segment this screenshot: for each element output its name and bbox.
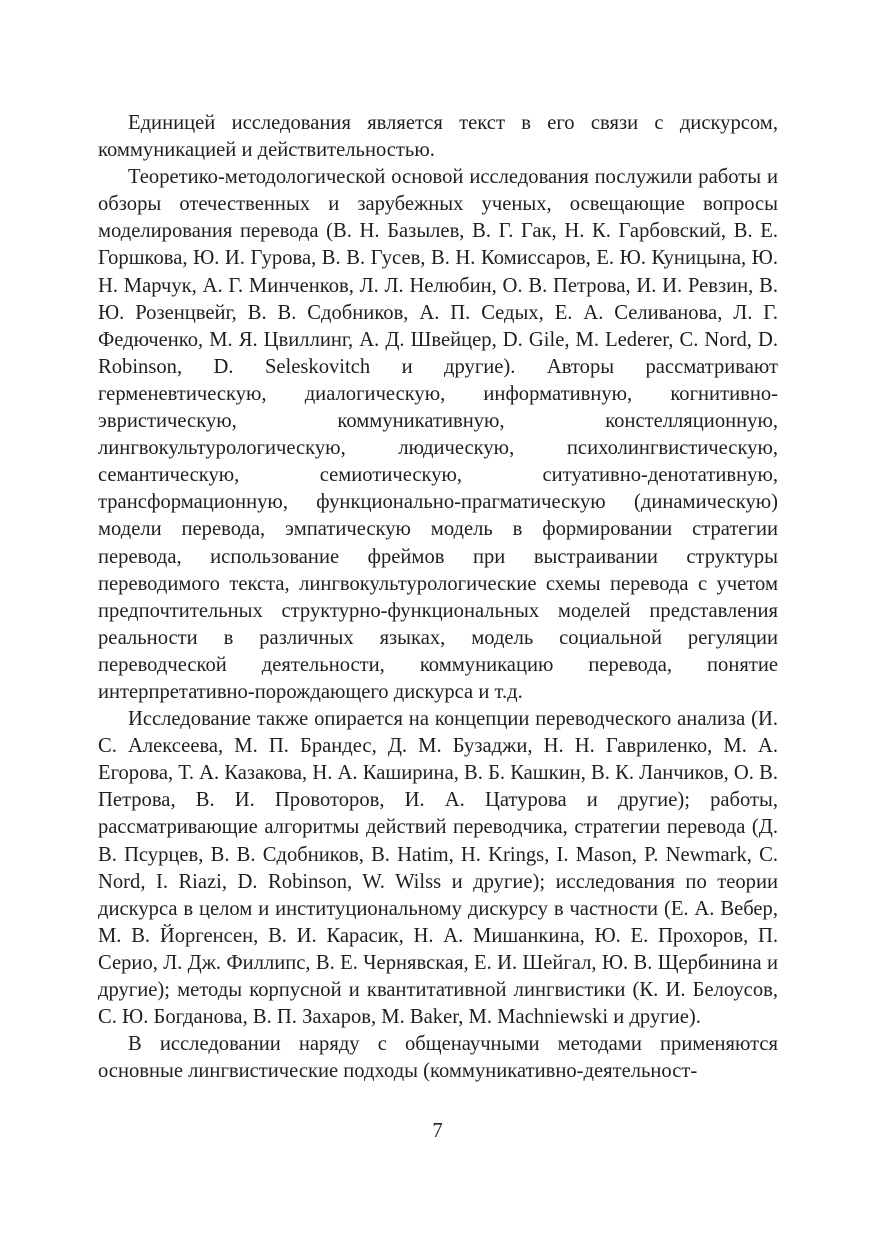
paragraph-translation-analysis: Исследование также опирается на концепции переводческого анализа (И. С. Алексеева, М. П. Брандес, Д. М. Бузаджи, Н. Н. Гавриленко, М. А. Егорова, Т. А. Казакова, Н. А. Каширина, В. Б. Кашкин, В. К. Ланчиков, О. В. Петрова, В. И. Провоторов, И. А. Цатурова и другие); работы, рассматривающие алгоритмы действий переводчика, стратегии перевода (Д. В. Псурцев, В. В. Сдобников, B. Hatim, H. Krings, I. Mason, P. Newmark, C. Nord, I. Riazi, D. Robinson, W. Wilss и другие); исследования по теории дискурса в целом и институциональному дискурсу в частности (Е. А. Вебер, М. В. Йоргенсен, В. И. Карасик, Н. А. Мишанкина, Ю. Е. Прохоров, П. Серио, Л. Дж. Филлипс, В. Е. Чернявская, Е. И. Шейгал, Ю. В. Щербинина и другие); методы корпусной и квантитативной лингвистики (К. И. Белоусов, С. Ю. Богданова, В. П. Захаров, M. Baker, M. Machniewski и другие).	[98, 708, 778, 1029]
paragraph-methods: В исследовании наряду с общенаучными методами применяются основные лингвистические подходы (коммуникативно-деятельност-	[98, 1033, 778, 1083]
paragraph-theoretical-basis: Теоретико-методологической основой исследования послужили работы и обзоры отечественных и зарубежных ученых, освещающие вопросы моделирования перевода (В. Н. Базылев, В. Г. Гак, Н. К. Гарбовский, В. Е. Горшкова, Ю. И. Гурова, В. В. Гусев, В. Н. Комиссаров, Е. Ю. Куницына, Ю. Н. Марчук, А. Г. Минченков, Л. Л. Нелюбин, О. В. Петрова, И. И. Ревзин, В. Ю. Розенцвейг, В. В. Сдобников, А. П. Седых, Е. А. Селиванова, Л. Г. Федюченко, М. Я. Цвиллинг, А. Д. Швейцер, D. Gile, M. Lederer, C. Nord, D. Robinson, D. Seleskovitch и другие). Авторы рассматривают герменевтическую, диалогическую, информативную, когнитивно-эвристическую, коммуникативную, констелляционную, лингвокультурологическую, людическую, психолингвистическую, семантическую, семиотическую, ситуативно-денотативную, трансформационную, функционально-прагматическую (динамическую) модели перевода, эмпатическую модель в формировании стратегии перевода, использование фреймов при выстраивании структуры переводимого текста, лингвокультурологические схемы перевода с учетом предпочтительных структурно-функциональных моделей представления реальности в различных языках, модель социальной регуляции переводческой деятельности, коммуникацию перевода, понятие интерпретативно-порождающего дискурса и т.д.	[98, 166, 778, 703]
paragraph-research-unit: Единицей исследования является текст в его связи с дискурсом, коммуникацией и действительностью.	[98, 112, 778, 162]
page-number: 7	[432, 1120, 443, 1142]
page-body	[98, 110, 778, 1085]
